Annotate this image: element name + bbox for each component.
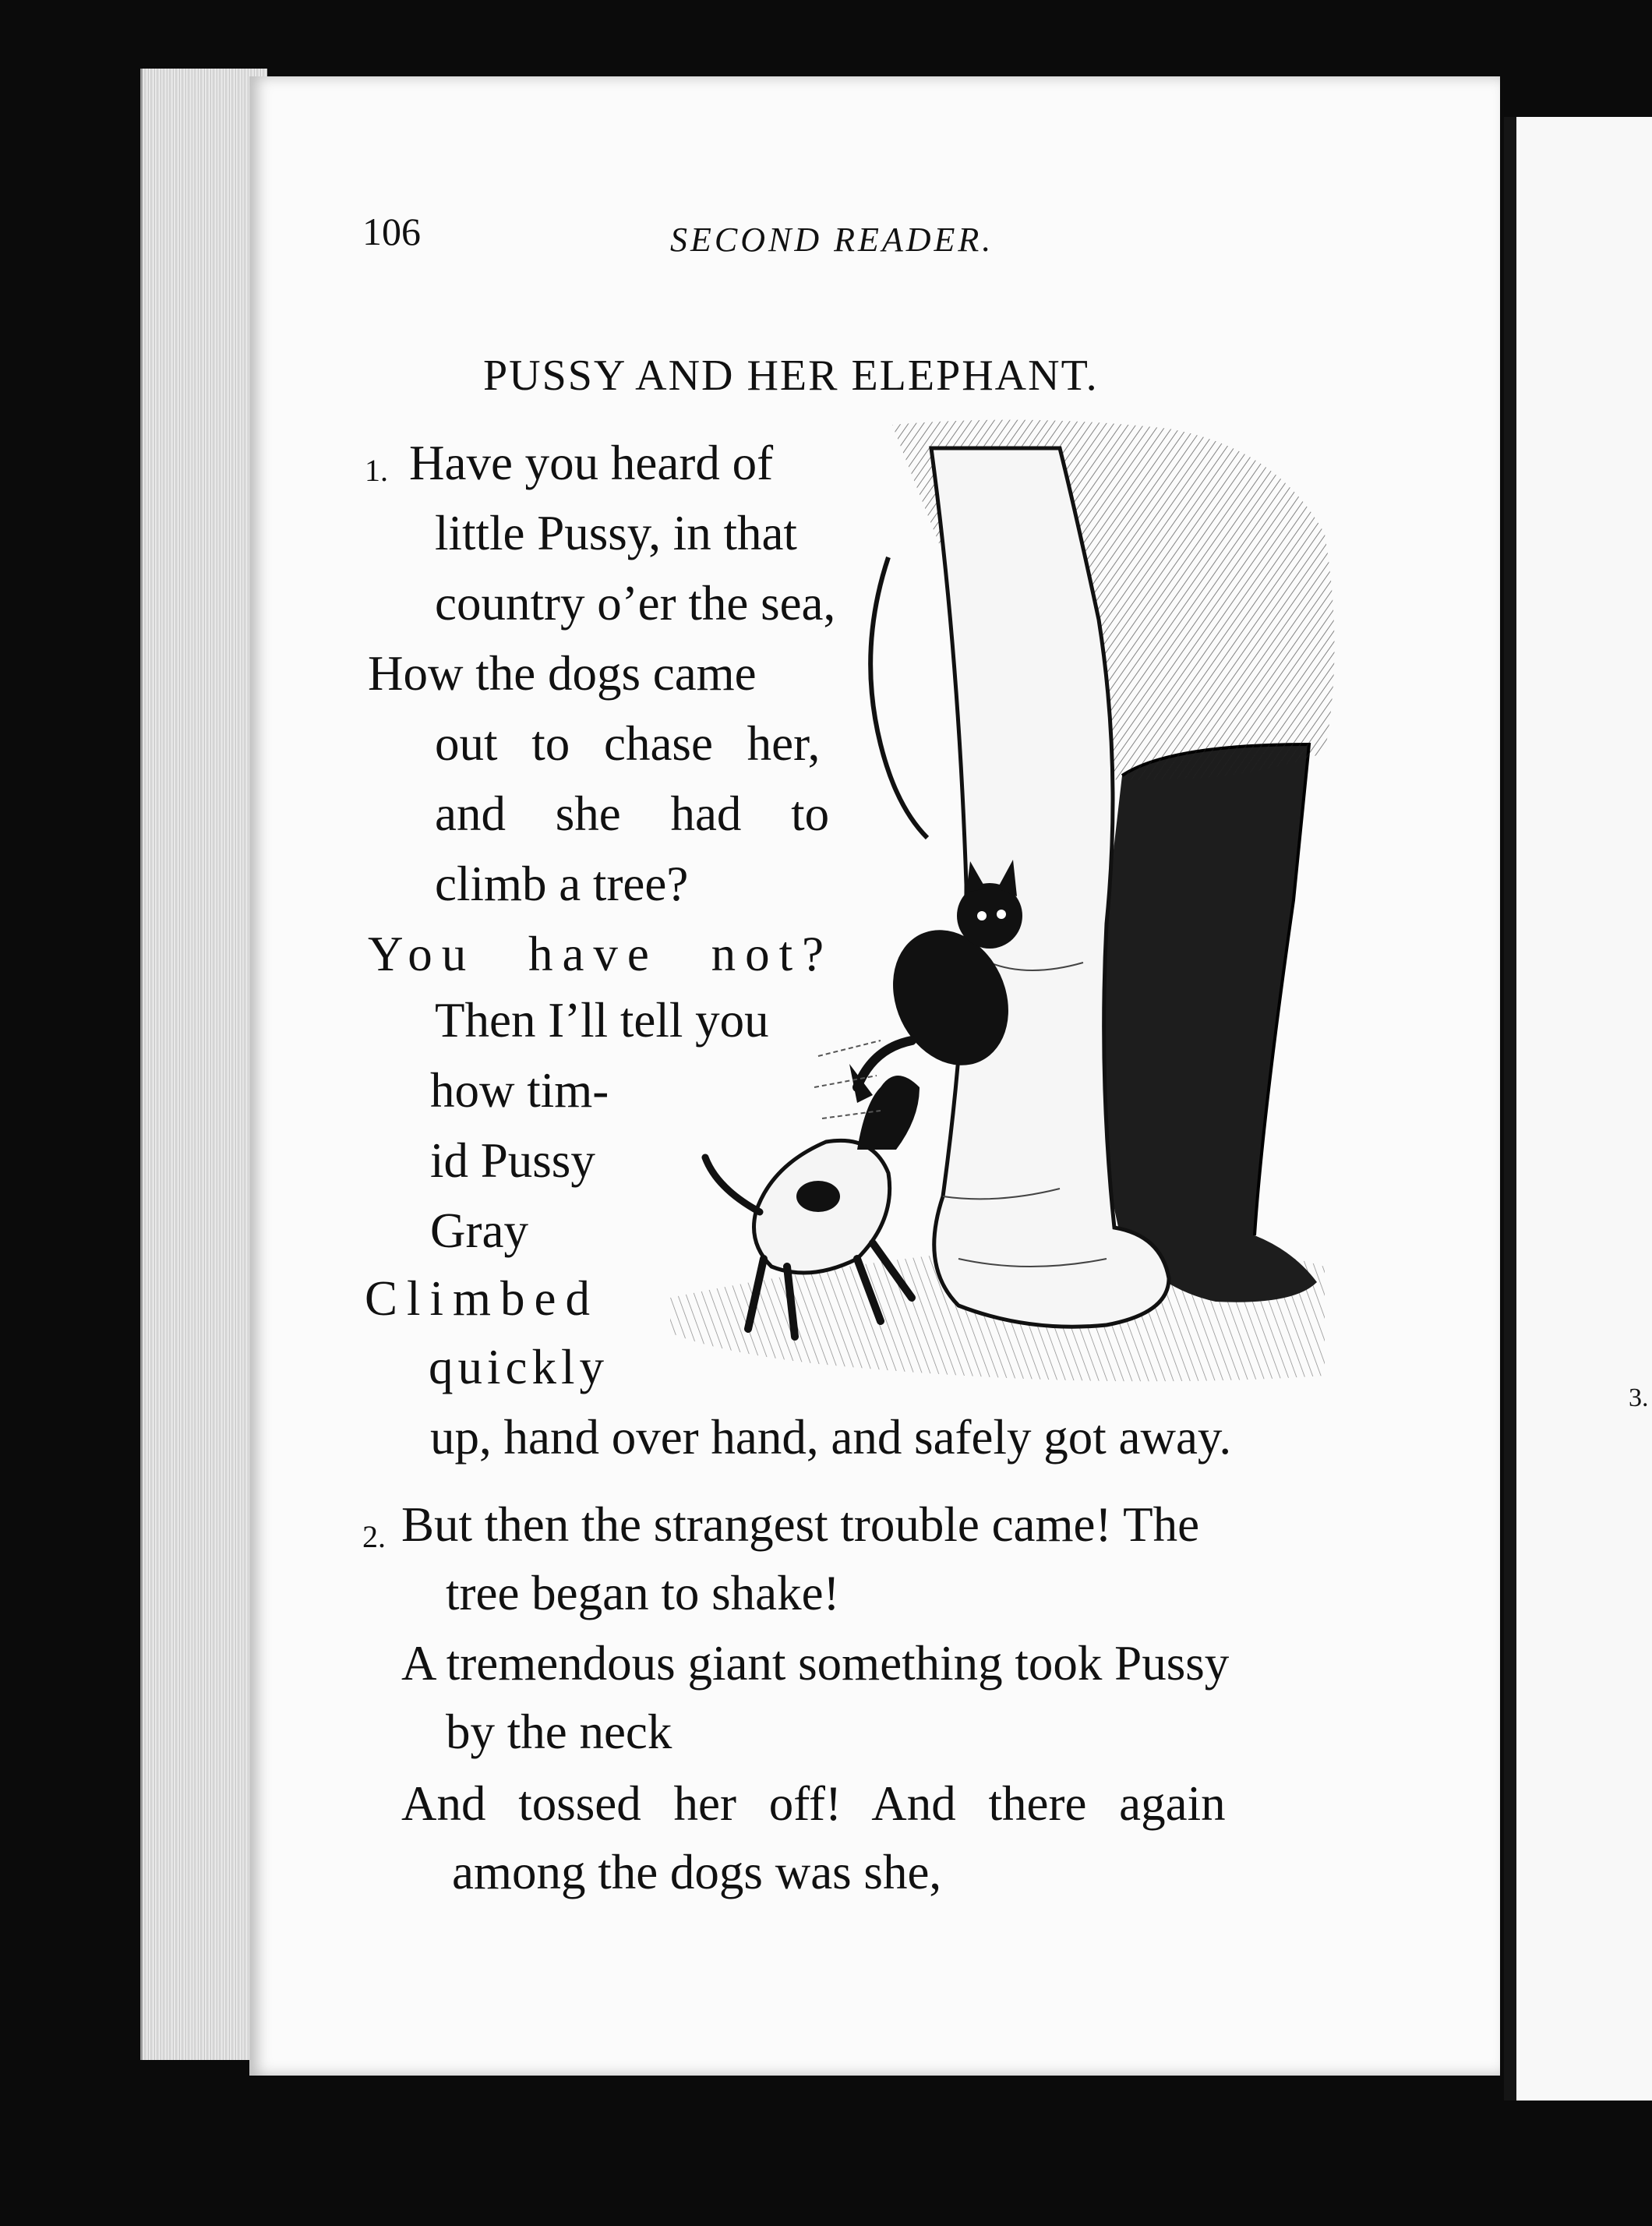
stanza-number: 2. xyxy=(362,1519,386,1554)
poem-line: id Pussy xyxy=(430,1133,595,1188)
poem-line: Then I’ll tell you xyxy=(435,993,769,1048)
poem-line: country o’er the sea, xyxy=(435,576,836,631)
poem-line: How the dogs came xyxy=(368,646,757,701)
poem-line: how tim- xyxy=(430,1063,609,1118)
poem-line: among the dogs was she, xyxy=(452,1845,942,1899)
poem-line: Gray xyxy=(430,1203,528,1258)
poem-line: You have not? xyxy=(368,927,834,981)
poem-line: up, hand over hand, and safely got away. xyxy=(430,1410,1232,1465)
facing-page-mark: 3. xyxy=(1629,1383,1649,1412)
poem-line: out to chase her, xyxy=(435,716,821,771)
poem-line: quickly xyxy=(429,1340,609,1394)
facing-page xyxy=(1504,117,1652,2101)
poem-line: by the neck xyxy=(446,1705,672,1759)
page-number: 106 xyxy=(362,210,421,253)
poem-title: PUSSY AND HER ELEPHANT. xyxy=(483,352,1099,400)
poem-line: and she had to xyxy=(435,786,830,841)
poem-line: Climbed xyxy=(365,1271,599,1326)
elephant-cat-dog-illustration xyxy=(623,417,1344,1399)
book-page-edges xyxy=(140,69,267,2060)
stanza-number: 1. xyxy=(365,453,388,488)
poem-line: A tremendous giant something took Pussy xyxy=(401,1636,1230,1691)
poem-line: climb a tree? xyxy=(435,857,689,911)
poem-line: But then the strangest trouble came! The xyxy=(401,1497,1200,1552)
running-head: SECOND READER. xyxy=(670,221,994,259)
poem-line: And tossed her off! And there again xyxy=(401,1776,1226,1831)
poem-line: tree began to shake! xyxy=(446,1566,840,1620)
poem-line: Have you heard of xyxy=(409,436,774,490)
poem-line: little Pussy, in that xyxy=(435,506,797,560)
